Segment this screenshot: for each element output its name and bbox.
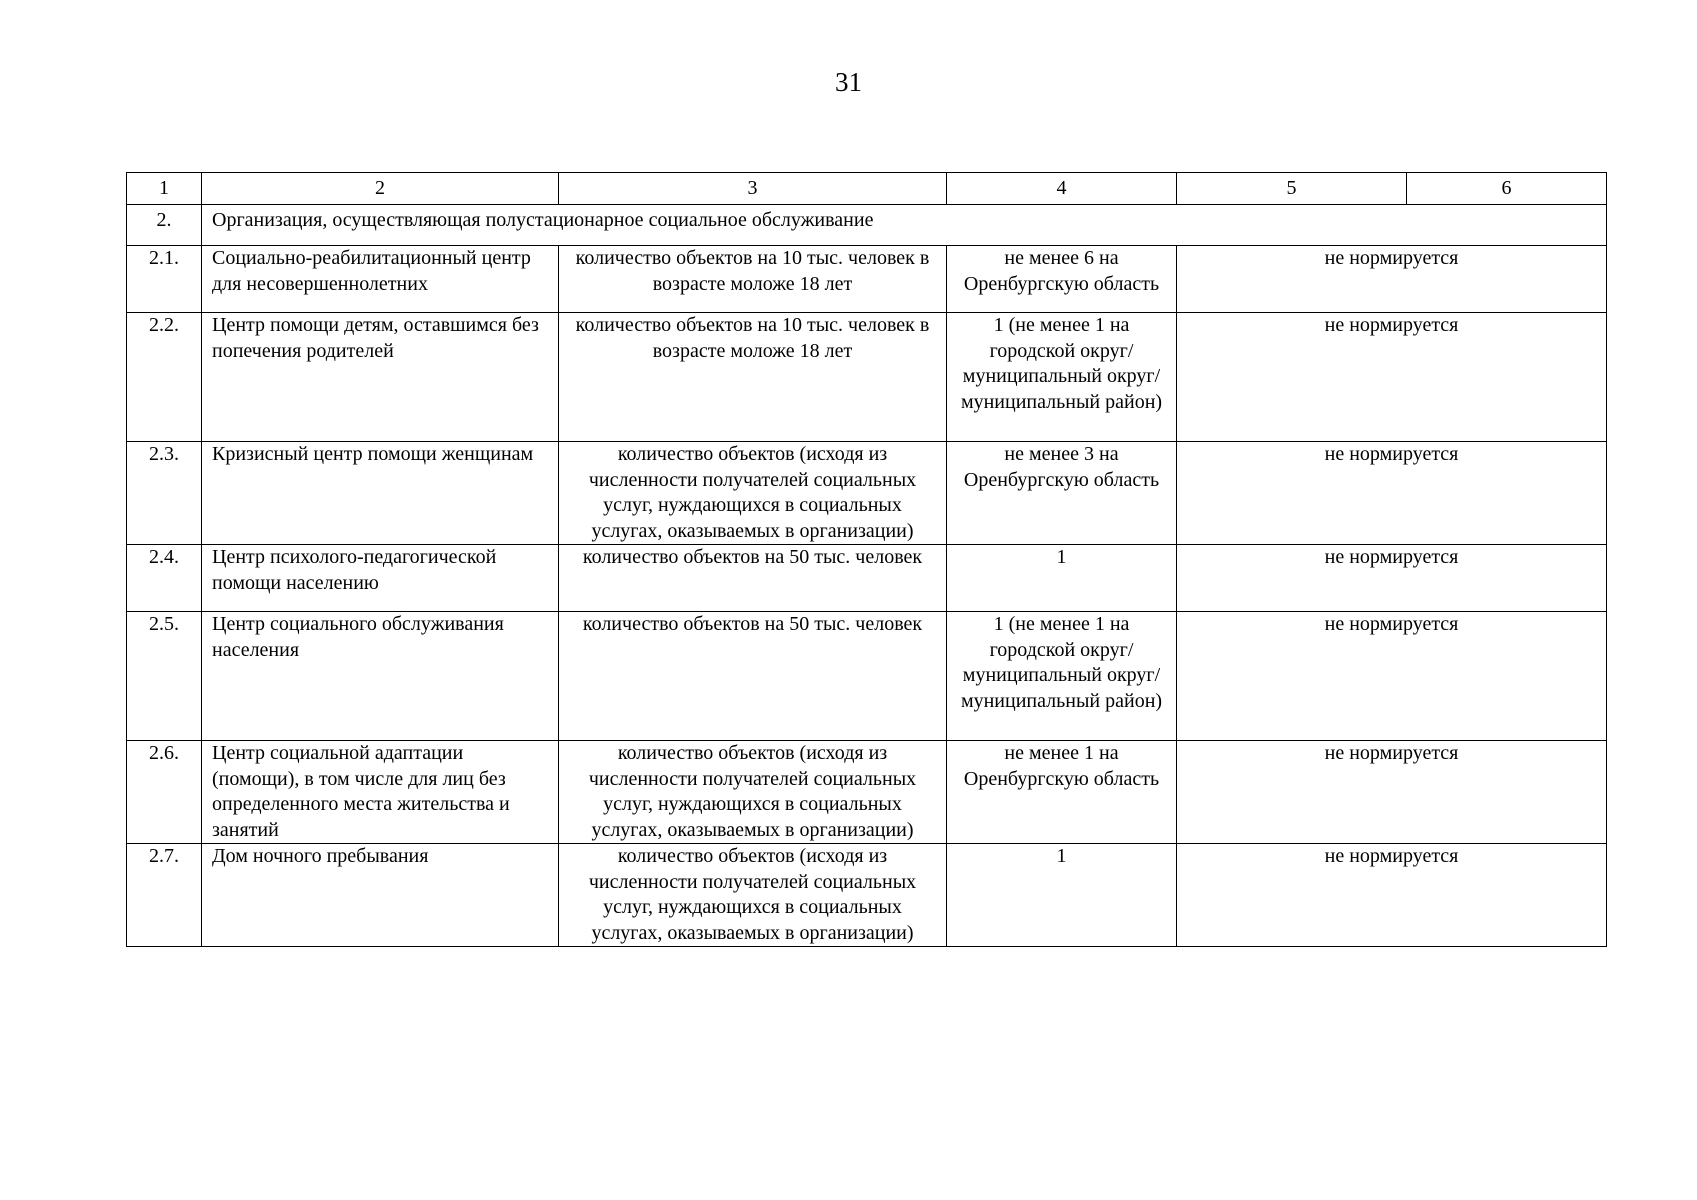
- indicator: количество объектов на 50 тыс. человек: [559, 545, 947, 612]
- norm-value: 1 (не менее 1 на городской округ/муниципальный округ/муниципальный район): [947, 612, 1177, 741]
- table-row: [127, 442, 1607, 545]
- facility-name: Социально-реабилитационный центр для несовершеннолетних: [202, 246, 559, 313]
- indicator: количество объектов (исходя из численности получателей социальных услуг, нуждающихся в социальных услугах, оказываемых в организации): [559, 442, 947, 545]
- accessibility-note: не нормируется: [1177, 844, 1607, 947]
- row-number: 2.4.: [127, 545, 202, 612]
- indicator: количество объектов на 10 тыс. человек в возрасте моложе 18 лет: [559, 246, 947, 313]
- facility-name: Центр помощи детям, оставшимся без попечения родителей: [202, 313, 559, 442]
- norm-value: не менее 3 на Оренбургскую область: [947, 442, 1177, 545]
- norm-value: 1: [947, 844, 1177, 947]
- norms-table: [126, 172, 1607, 947]
- accessibility-note: не нормируется: [1177, 246, 1607, 313]
- indicator: количество объектов (исходя из численности получателей социальных услуг, нуждающихся в социальных услугах, оказываемых в организации): [559, 844, 947, 947]
- norm-value: не менее 1 на Оренбургскую область: [947, 741, 1177, 844]
- table-row: [127, 741, 1607, 844]
- accessibility-note: не нормируется: [1177, 313, 1607, 442]
- header-col-1: 1: [127, 173, 202, 205]
- table-row: [127, 612, 1607, 741]
- row-number: 2.2.: [127, 313, 202, 442]
- facility-name: Центр социального обслуживания населения: [202, 612, 559, 741]
- row-number: 2.7.: [127, 844, 202, 947]
- group-title: Организация, осуществляющая полустационарное социальное обслуживание: [202, 205, 1607, 246]
- accessibility-note: не нормируется: [1177, 545, 1607, 612]
- facility-name: Кризисный центр помощи женщинам: [202, 442, 559, 545]
- header-col-2: 2: [202, 173, 559, 205]
- facility-name: Центр социальной адаптации (помощи), в том числе для лиц без определенного места жительства и занятий: [202, 741, 559, 844]
- header-col-5: 5: [1177, 173, 1407, 205]
- norm-value: 1 (не менее 1 на городской округ/муниципальный округ/муниципальный район): [947, 313, 1177, 442]
- header-col-6: 6: [1407, 173, 1607, 205]
- accessibility-note: не нормируется: [1177, 741, 1607, 844]
- indicator: количество объектов на 50 тыс. человек: [559, 612, 947, 741]
- accessibility-note: не нормируется: [1177, 612, 1607, 741]
- facility-name: Дом ночного пребывания: [202, 844, 559, 947]
- header-row: [127, 173, 1607, 205]
- group-number: 2.: [127, 205, 202, 246]
- norm-value: не менее 6 на Оренбургскую область: [947, 246, 1177, 313]
- header-col-3: 3: [559, 173, 947, 205]
- table-row: [127, 246, 1607, 313]
- row-number: 2.5.: [127, 612, 202, 741]
- page-number: 31: [835, 67, 862, 97]
- table-row: [127, 545, 1607, 612]
- norm-value: 1: [947, 545, 1177, 612]
- table-row: [127, 313, 1607, 442]
- table-row: [127, 844, 1607, 947]
- group-row: [127, 205, 1607, 246]
- row-number: 2.6.: [127, 741, 202, 844]
- indicator: количество объектов на 10 тыс. человек в возрасте моложе 18 лет: [559, 313, 947, 442]
- accessibility-note: не нормируется: [1177, 442, 1607, 545]
- facility-name: Центр психолого-педагогической помощи населению: [202, 545, 559, 612]
- row-number: 2.3.: [127, 442, 202, 545]
- indicator: количество объектов (исходя из численности получателей социальных услуг, нуждающихся в социальных услугах, оказываемых в организации): [559, 741, 947, 844]
- header-col-4: 4: [947, 173, 1177, 205]
- row-number: 2.1.: [127, 246, 202, 313]
